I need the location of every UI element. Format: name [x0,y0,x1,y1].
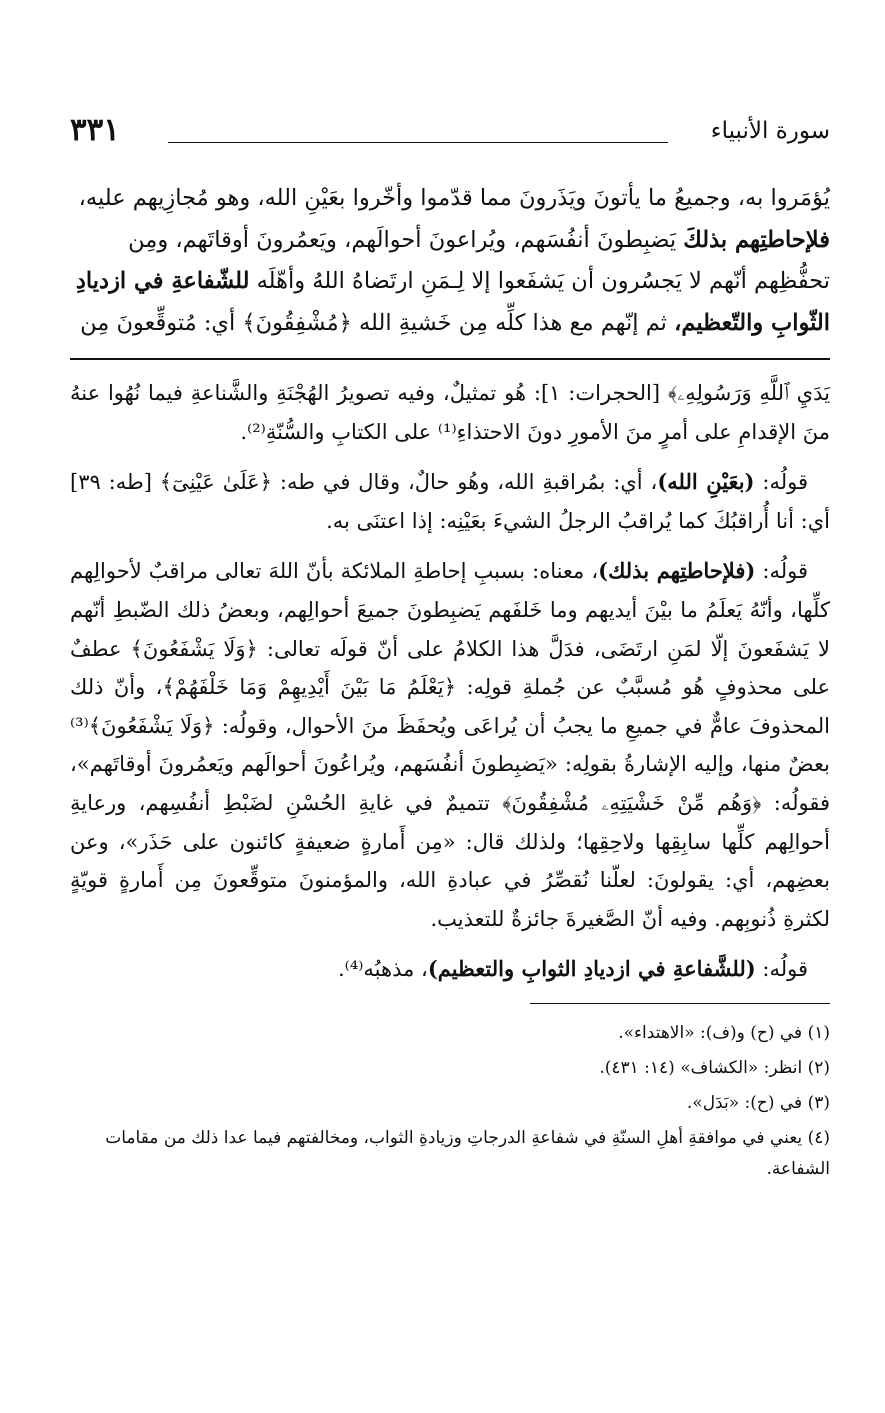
commentary-paragraph: قولُه: (فلإحاطتِهم بذلك)، معناه: بسببِ إحاطةِ الملائكة بأنّ اللهَ تعالى مراقبٌ لأحوالِهم كلِّها، وأنّهُ يَعلَمُ ما بيْنَ أيديهم وما خَلفَهم يَضبِطونَ جميعَ أحوالِهم، وبعضُ ذلك الضّبطِ أنّهم لا يَشفَعونَ إلّا لمَنِ ارتَضَى، فدَلَّ هذا الكلامُ على أنّ قولَه تعالى: ﴿وَلَا يَشْفَعُونَ﴾ عطفٌ على محذوفٍ هُو مُسبَّبٌ عن جُملةِ قولِه: ﴿يَعْلَمُ مَا بَيْنَ أَيْدِيهِمْ وَمَا خَلْفَهُمْ﴾، وأنّ ذلك المحذوفَ عامٌّ في جميعِ ما يجبُ أن يُراعَى ويُحفَظَ منَ الأحوال، وقولُه: ﴿وَلَا يَشْفَعُونَ﴾⁽³⁾ بعضٌ منها، وإليه الإشارةُ بقولِه: «يَضبِطونَ أنفُسَهم، ويُراعُونَ أحوالَهم ويَعمُرونَ أوقاتَهم»، فقولُه: ﴿وَهُم مِّنْ خَشْيَتِهِۦ مُشْفِقُونَ﴾ تتميمٌ في غايةِ الحُسْنِ لضَبْطِ أنفُسِهم، ورعايةِ أحوالِهم كلِّها سابِقِها ولاحِقِها؛ ولذلك قال: «مِن أَمارةٍ ضعيفةٍ كائنون على حَذَر»، وعن بعضِهم، أي: يقولونَ: لعلّنا نُقصِّرُ في عبادةِ الله، والمؤمنونَ متوقِّعونَ مِن أَمارةٍ قويّةٍ لكثرةِ ذُنوبِهم. وفيه أنّ الصَّغيرةَ جائزةٌ للتعذيب. [70,558,830,931]
main-text-line: تحفُّظِهم أنّهم لا يَجسُرون أن يَشفَعوا إلا لِـمَنِ ارتَضاهُ اللهُ وأهّلَه للشّفاعةِ في ازديادِ [75,268,830,294]
main-text [70,178,830,344]
page-number: ٣٣١ [70,112,120,148]
page-header [70,112,830,156]
footnotes [70,1018,830,1185]
text-separator [70,358,830,360]
commentary-paragraph: قولُه: (بعَيْنِ الله)، أي: بمُراقبةِ الله، وهُو حالٌ، وقال في طه: ﴿عَلَىٰ عَيْنِىٓ﴾ [طه: ٣٩] أي: أنا أُراقبُكَ كما يُراقبُ الرجلُ الشيءَ بعَيْنِه: إذا اعتنَى به. [70,469,830,533]
surah-title: سورة الأنبياء [710,118,830,144]
book-page [70,112,830,1189]
footnote-separator [530,1003,830,1004]
header-rule [168,142,668,143]
footnote: (٢) انظر: «الكشاف» (١٤: ٤٣١). [599,1057,830,1078]
main-text-line: فلإحاطتِهم بذلكَ يَضبِطونَ أنفُسَهم، ويُراعونَ أحوالَهم، ويَعمُرونَ أوقاتَهم، ومِن [128,226,830,253]
footnote: (٣) في (ح): «بَدَل». [686,1092,830,1113]
footnote: (١) في (ح) و(ف): «الاهتداء». [618,1022,830,1043]
footnote: (٤) يعني في موافقةِ أهلِ السنّةِ في شفاعةِ الدرجاتِ وزيادةِ الثواب، ومخالفتهم فيما عدا ذلك من مقامات الشفاعة. [105,1127,830,1179]
main-text-line: الثّوابِ والتّعظيم، ثم إنّهم مع هذا كلِّه مِن خَشيةِ الله ﴿مُشْفِقُونَ﴾ أي: مُتوقِّعونَ مِن [80,309,830,336]
commentary [70,374,830,989]
commentary-paragraph: يَدَيِ ٱللَّهِ وَرَسُولِهِۦ﴾ [الحجرات: ١]: هُو تمثيلٌ، وفيه تصويرُ الهُجْنَةِ والشَّناعةِ فيما نُهُوا عنهُ منَ الإقدامِ على أمرٍ منَ الأمورِ دونَ الاحتذاءِ⁽¹⁾ على الكتابِ والسُّنّةِ⁽²⁾. [70,381,830,444]
commentary-paragraph: قولُه: (للشَّفاعةِ في ازديادِ الثوابِ والتعظيم)، مذهبُه⁽⁴⁾. [337,956,808,982]
main-text-line: يُؤمَروا به، وجميعُ ما يأتونَ ويَذَرونَ مما قدّموا وأخّروا بعَيْنِ الله، وهو مُجازِيهم عليه، [78,185,830,211]
